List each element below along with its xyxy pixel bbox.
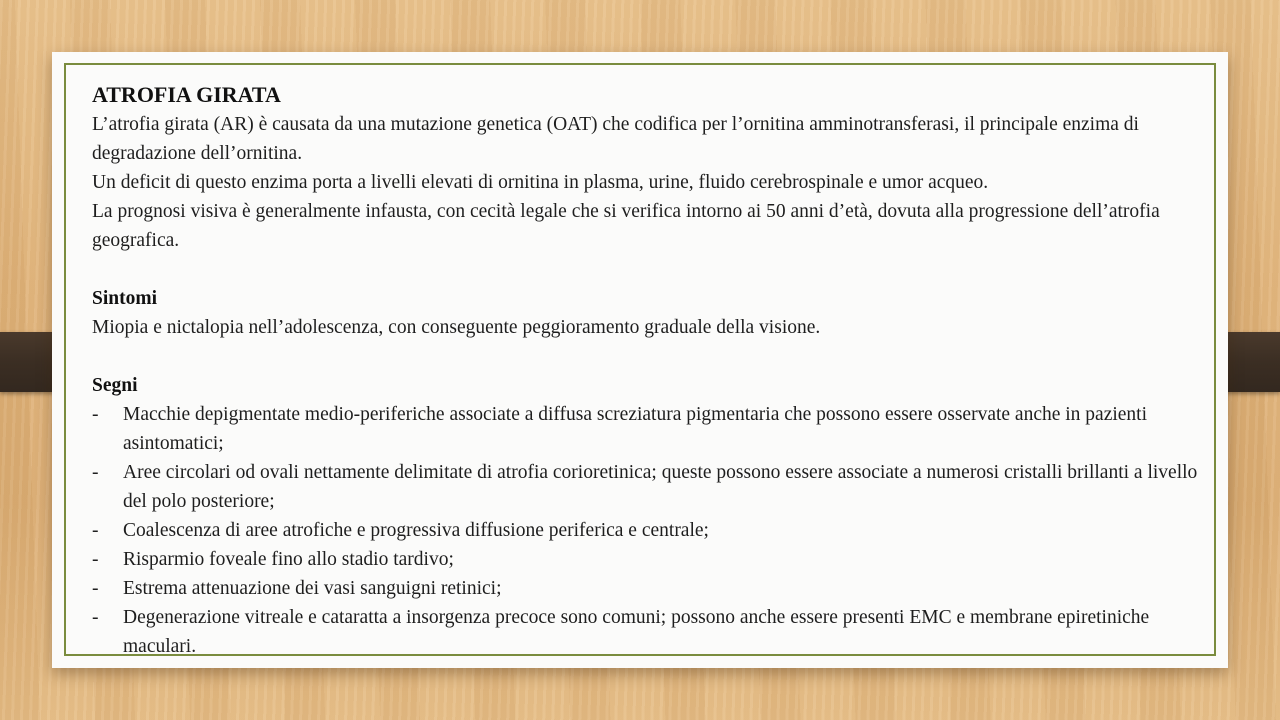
spacer — [92, 255, 1202, 284]
bullet-dash: - — [92, 520, 99, 541]
intro-paragraph: L’atrofia girata (AR) è causata da una mutazione genetica (OAT) che codifica per l’ornitina amminotransferasi, il principale enzima di degradazione dell’ornitina. — [92, 114, 1139, 164]
bullet-dash: - — [92, 578, 99, 599]
list-item — [92, 400, 1202, 458]
list-item — [92, 458, 1202, 516]
signs-heading: Segni — [92, 375, 138, 396]
symptoms-section — [92, 284, 1202, 342]
list-item-text: Estrema attenuazione dei vasi sanguigni retinici; — [123, 578, 502, 599]
slide-title: ATROFIA GIRATA — [92, 82, 281, 107]
list-item — [92, 574, 1202, 603]
bullet-dash: - — [92, 404, 99, 425]
list-item — [92, 545, 1202, 574]
intro-section — [92, 110, 1202, 255]
slide-content — [92, 80, 1202, 661]
list-item-text: Aree circolari od ovali nettamente delimitate di atrofia corioretinica; queste possono essere associate a numerosi cristalli brillanti a livello del polo posteriore; — [123, 462, 1198, 512]
list-item-text: Degenerazione vitreale e cataratta a insorgenza precoce sono comuni; possono anche essere presenti EMC e membrane epiretiniche maculari. — [123, 607, 1150, 657]
symptoms-text: Miopia e nictalopia nell’adolescenza, con conseguente peggioramento graduale della visione. — [92, 317, 821, 338]
bullet-dash: - — [92, 462, 99, 483]
list-item — [92, 603, 1202, 661]
list-item-text: Risparmio foveale fino allo stadio tardivo; — [123, 549, 454, 570]
signs-section — [92, 371, 1202, 661]
list-item — [92, 516, 1202, 545]
intro-paragraph: Un deficit di questo enzima porta a livelli elevati di ornitina in plasma, urine, fluido cerebrospinale e umor acqueo. — [92, 172, 989, 193]
bullet-dash: - — [92, 549, 99, 570]
bullet-dash: - — [92, 607, 99, 628]
list-item-text: Macchie depigmentate medio-periferiche associate a diffusa screziatura pigmentaria che possono essere osservate anche in pazienti asintomatici; — [123, 404, 1148, 454]
intro-paragraph: La prognosi visiva è generalmente infausta, con cecità legale che si verifica intorno ai 50 anni d’età, dovuta alla progressione dell’atrofia geografica. — [92, 201, 1160, 251]
spacer — [92, 342, 1202, 371]
symptoms-heading: Sintomi — [92, 288, 158, 309]
signs-list — [92, 400, 1202, 661]
list-item-text: Coalescenza di aree atrofiche e progressiva diffusione periferica e centrale; — [123, 520, 709, 541]
